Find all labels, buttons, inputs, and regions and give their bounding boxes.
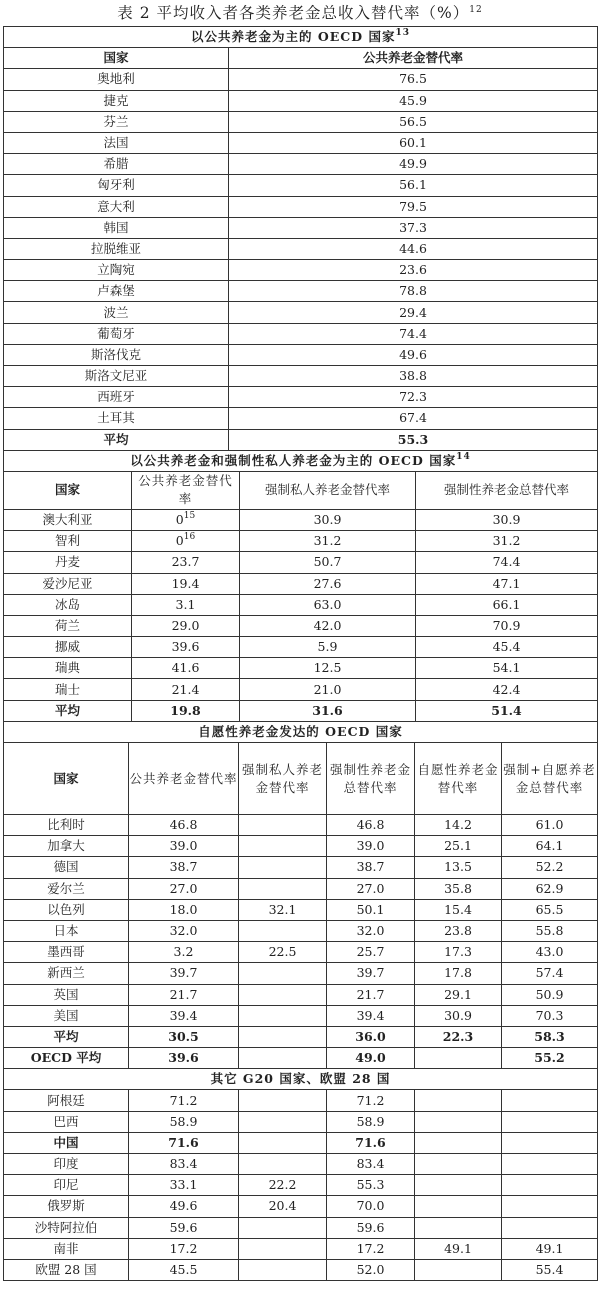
table-row	[4, 1238, 598, 1259]
value-cell	[502, 1132, 598, 1153]
table-row	[4, 344, 598, 365]
value-cell: 49.6	[129, 1196, 239, 1217]
value-cell: 22.3	[415, 1026, 502, 1047]
table-row	[4, 878, 598, 899]
table-row	[4, 217, 598, 238]
value-cell: 21.4	[132, 679, 240, 700]
country-cell: 欧盟 28 国	[4, 1259, 129, 1280]
value-cell	[502, 1154, 598, 1175]
value-cell: 71.6	[327, 1132, 415, 1153]
table-row	[4, 658, 598, 679]
column-header: 强制私人养老金替代率	[240, 471, 416, 509]
value-cell: 23.8	[415, 920, 502, 941]
value-cell: 31.2	[240, 531, 416, 552]
value-cell	[239, 857, 327, 878]
value-cell	[239, 1132, 327, 1153]
table-row	[4, 815, 598, 836]
table-row	[4, 90, 598, 111]
value-cell	[502, 1111, 598, 1132]
value-cell: 27.0	[129, 878, 239, 899]
country-cell: 加拿大	[4, 836, 129, 857]
value-cell	[415, 1048, 502, 1069]
value-cell	[239, 1005, 327, 1026]
table-row	[4, 260, 598, 281]
value-cell: 39.0	[129, 836, 239, 857]
column-header: 公共养老金替代率	[132, 471, 240, 509]
value-cell: 22.5	[239, 942, 327, 963]
section-heading: 以公共养老金和强制性私人养老金为主的 OECD 国家$^{14}$	[4, 450, 598, 471]
value-cell: $0^{15}$	[132, 509, 240, 530]
table-row	[4, 1154, 598, 1175]
section-heading: 自愿性养老金发达的 OECD 国家	[4, 721, 598, 742]
country-cell: 沙特阿拉伯	[4, 1217, 129, 1238]
value-cell: 49.1	[415, 1238, 502, 1259]
country-cell: 西班牙	[4, 387, 229, 408]
country-cell: 拉脱维亚	[4, 238, 229, 259]
column-header: 公共养老金替代率	[229, 48, 598, 69]
value-cell: 71.2	[129, 1090, 239, 1111]
value-cell: 17.2	[129, 1238, 239, 1259]
country-cell: 希腊	[4, 154, 229, 175]
table-row	[4, 366, 598, 387]
country-cell: 俄罗斯	[4, 1196, 129, 1217]
table-row	[4, 1196, 598, 1217]
average-value: 51.4	[416, 700, 598, 721]
value-cell: 23.6	[229, 260, 598, 281]
country-cell: 捷克	[4, 90, 229, 111]
table-row	[4, 302, 598, 323]
country-cell: 荷兰	[4, 615, 132, 636]
value-cell: 39.7	[129, 963, 239, 984]
country-cell: 卢森堡	[4, 281, 229, 302]
value-cell: 55.2	[502, 1048, 598, 1069]
value-cell: 36.0	[327, 1026, 415, 1047]
value-cell: 58.3	[502, 1026, 598, 1047]
value-cell: 60.1	[229, 132, 598, 153]
column-header: 国家	[4, 48, 229, 69]
value-cell: 30.9	[416, 509, 598, 530]
table-row	[4, 238, 598, 259]
value-cell: 63.0	[240, 594, 416, 615]
value-cell	[239, 1238, 327, 1259]
country-cell: 波兰	[4, 302, 229, 323]
table-row	[4, 963, 598, 984]
value-cell: 31.2	[416, 531, 598, 552]
value-cell: 39.6	[132, 637, 240, 658]
value-cell: 56.1	[229, 175, 598, 196]
country-cell: 美国	[4, 1005, 129, 1026]
country-cell: 韩国	[4, 217, 229, 238]
value-cell: 29.0	[132, 615, 240, 636]
value-cell: 83.4	[129, 1154, 239, 1175]
value-cell: 46.8	[327, 815, 415, 836]
value-cell: $0^{16}$	[132, 531, 240, 552]
value-cell: 5.9	[240, 637, 416, 658]
value-cell: 3.2	[129, 942, 239, 963]
value-cell: 45.4	[416, 637, 598, 658]
value-cell: 70.3	[502, 1005, 598, 1026]
value-cell	[415, 1111, 502, 1132]
value-cell: 46.8	[129, 815, 239, 836]
section-heading: 其它 G20 国家、欧盟 28 国	[4, 1069, 598, 1090]
value-cell	[239, 815, 327, 836]
table-row	[4, 679, 598, 700]
value-cell: 13.5	[415, 857, 502, 878]
value-cell	[415, 1090, 502, 1111]
table-row	[4, 1217, 598, 1238]
value-cell: 39.0	[327, 836, 415, 857]
country-cell: 爱尔兰	[4, 878, 129, 899]
table-row	[4, 175, 598, 196]
value-cell: 72.3	[229, 387, 598, 408]
table-row	[4, 615, 598, 636]
value-cell	[415, 1196, 502, 1217]
value-cell: 18.0	[129, 899, 239, 920]
table-row	[4, 1111, 598, 1132]
country-cell: 斯洛伐克	[4, 344, 229, 365]
value-cell: 39.4	[129, 1005, 239, 1026]
value-cell: 15.4	[415, 899, 502, 920]
table-row	[4, 836, 598, 857]
table-row	[4, 1175, 598, 1196]
value-cell: 78.8	[229, 281, 598, 302]
table-row	[4, 942, 598, 963]
table-row	[4, 594, 598, 615]
value-cell: 79.5	[229, 196, 598, 217]
value-cell: 30.9	[240, 509, 416, 530]
table-row	[4, 1090, 598, 1111]
value-cell: 49.6	[229, 344, 598, 365]
value-cell	[415, 1132, 502, 1153]
value-cell	[239, 1259, 327, 1280]
value-cell	[502, 1217, 598, 1238]
value-cell: 74.4	[229, 323, 598, 344]
country-cell: 意大利	[4, 196, 229, 217]
value-cell: 22.2	[239, 1175, 327, 1196]
value-cell: 65.5	[502, 899, 598, 920]
value-cell: 64.1	[502, 836, 598, 857]
footnote-marker: 15	[183, 511, 196, 522]
value-cell	[239, 963, 327, 984]
section-voluntary-table	[3, 721, 598, 1281]
value-cell	[239, 984, 327, 1005]
value-cell: 71.6	[129, 1132, 239, 1153]
value-cell	[502, 1090, 598, 1111]
value-cell: 42.0	[240, 615, 416, 636]
value-cell: 67.4	[229, 408, 598, 429]
value-cell	[239, 920, 327, 941]
table-row	[4, 387, 598, 408]
table-row	[4, 69, 598, 90]
value-cell: 38.8	[229, 366, 598, 387]
value-cell: 38.7	[129, 857, 239, 878]
value-cell: 45.9	[229, 90, 598, 111]
value-cell: 59.6	[129, 1217, 239, 1238]
value-cell: 49.0	[327, 1048, 415, 1069]
country-cell: 丹麦	[4, 552, 132, 573]
column-header: 国家	[4, 743, 129, 815]
value-cell	[415, 1259, 502, 1280]
value-cell: 70.9	[416, 615, 598, 636]
country-cell: 日本	[4, 920, 129, 941]
country-cell: 瑞典	[4, 658, 132, 679]
table-row	[4, 920, 598, 941]
value-cell	[239, 1111, 327, 1132]
value-cell: 17.2	[327, 1238, 415, 1259]
country-cell: 印度	[4, 1154, 129, 1175]
value-cell: 55.3	[327, 1175, 415, 1196]
value-cell: 57.4	[502, 963, 598, 984]
country-cell: 瑞士	[4, 679, 132, 700]
value-cell: 66.1	[416, 594, 598, 615]
value-cell: 25.1	[415, 836, 502, 857]
country-cell: 挪威	[4, 637, 132, 658]
value-cell: 37.3	[229, 217, 598, 238]
country-cell: 匈牙利	[4, 175, 229, 196]
average-value: 19.8	[132, 700, 240, 721]
country-cell: 德国	[4, 857, 129, 878]
country-cell: 芬兰	[4, 111, 229, 132]
country-cell: 印尼	[4, 1175, 129, 1196]
value-cell	[239, 1026, 327, 1047]
value-cell: 76.5	[229, 69, 598, 90]
country-cell: 比利时	[4, 815, 129, 836]
value-cell	[239, 1090, 327, 1111]
country-cell: 土耳其	[4, 408, 229, 429]
value-cell: 14.2	[415, 815, 502, 836]
table-row	[4, 1132, 598, 1153]
country-cell: 爱沙尼亚	[4, 573, 132, 594]
value-cell: 21.0	[240, 679, 416, 700]
country-cell: 澳大利亚	[4, 509, 132, 530]
table-row	[4, 408, 598, 429]
value-cell: 74.4	[416, 552, 598, 573]
value-cell: 39.4	[327, 1005, 415, 1026]
country-cell: 法国	[4, 132, 229, 153]
value-cell	[502, 1196, 598, 1217]
country-cell: 以色列	[4, 899, 129, 920]
value-cell: 39.6	[129, 1048, 239, 1069]
value-cell: 49.1	[502, 1238, 598, 1259]
table-row	[4, 1259, 598, 1280]
country-cell: 平均	[4, 1026, 129, 1047]
value-cell: 3.1	[132, 594, 240, 615]
value-cell	[239, 1217, 327, 1238]
country-cell: OECD 平均	[4, 1048, 129, 1069]
average-value: 31.6	[240, 700, 416, 721]
value-cell: 71.2	[327, 1090, 415, 1111]
value-cell	[415, 1154, 502, 1175]
value-cell: 25.7	[327, 942, 415, 963]
section-public-pension-table	[3, 26, 598, 451]
table-row	[4, 531, 598, 552]
value-cell: 32.1	[239, 899, 327, 920]
value-cell: 43.0	[502, 942, 598, 963]
value-cell: 33.1	[129, 1175, 239, 1196]
value-cell: 70.0	[327, 1196, 415, 1217]
value-cell: 50.7	[240, 552, 416, 573]
value-cell: 83.4	[327, 1154, 415, 1175]
column-header: 强制私人养老金替代率	[239, 743, 327, 815]
column-header: 强制+自愿养老金总替代率	[502, 743, 598, 815]
value-cell: 59.6	[327, 1217, 415, 1238]
value-cell: 29.1	[415, 984, 502, 1005]
table-row	[4, 984, 598, 1005]
country-cell: 英国	[4, 984, 129, 1005]
table-row	[4, 552, 598, 573]
value-cell: 23.7	[132, 552, 240, 573]
value-cell: 44.6	[229, 238, 598, 259]
value-cell: 54.1	[416, 658, 598, 679]
value-cell: 41.6	[132, 658, 240, 679]
value-cell: 50.1	[327, 899, 415, 920]
value-cell: 62.9	[502, 878, 598, 899]
value-cell: 21.7	[327, 984, 415, 1005]
average-row	[4, 1026, 598, 1047]
value-cell: 12.5	[240, 658, 416, 679]
value-cell	[415, 1175, 502, 1196]
average-value: 55.3	[229, 429, 598, 450]
value-cell: 17.8	[415, 963, 502, 984]
country-cell: 奥地利	[4, 69, 229, 90]
value-cell: 38.7	[327, 857, 415, 878]
value-cell	[239, 878, 327, 899]
column-header: 强制性养老金总替代率	[416, 471, 598, 509]
section-public-mandatory-private-table	[3, 450, 598, 722]
country-cell: 墨西哥	[4, 942, 129, 963]
table-row	[4, 637, 598, 658]
column-header: 自愿性养老金替代率	[415, 743, 502, 815]
value-cell: 17.3	[415, 942, 502, 963]
value-cell: 56.5	[229, 111, 598, 132]
value-cell: 21.7	[129, 984, 239, 1005]
table-row	[4, 281, 598, 302]
value-cell: 30.5	[129, 1026, 239, 1047]
table-title: 表 2 平均收入者各类养老金总收入替代率（%）$^{12}$	[117, 4, 483, 22]
value-cell: 52.2	[502, 857, 598, 878]
value-cell: 55.8	[502, 920, 598, 941]
table-row	[4, 323, 598, 344]
country-cell: 立陶宛	[4, 260, 229, 281]
column-header: 强制性养老金总替代率	[327, 743, 415, 815]
value-cell: 47.1	[416, 573, 598, 594]
value-cell	[239, 836, 327, 857]
value-cell: 61.0	[502, 815, 598, 836]
column-header: 公共养老金替代率	[129, 743, 239, 815]
value-cell: 50.9	[502, 984, 598, 1005]
value-cell	[502, 1175, 598, 1196]
table-row	[4, 857, 598, 878]
value-cell: 19.4	[132, 573, 240, 594]
table-row	[4, 1005, 598, 1026]
country-cell: 阿根廷	[4, 1090, 129, 1111]
country-cell: 中国	[4, 1132, 129, 1153]
country-cell: 新西兰	[4, 963, 129, 984]
country-cell: 南非	[4, 1238, 129, 1259]
value-cell: 58.9	[327, 1111, 415, 1132]
value-cell	[239, 1154, 327, 1175]
table-row	[4, 196, 598, 217]
value-cell: 55.4	[502, 1259, 598, 1280]
value-cell: 52.0	[327, 1259, 415, 1280]
table-row	[4, 509, 598, 530]
table-row	[4, 111, 598, 132]
section-heading: 以公共养老金为主的 OECD 国家$^{13}$	[4, 27, 598, 48]
value-cell: 29.4	[229, 302, 598, 323]
table-row	[4, 154, 598, 175]
value-cell: 42.4	[416, 679, 598, 700]
value-cell: 49.9	[229, 154, 598, 175]
footnote-marker: 16	[183, 532, 196, 543]
country-cell: 智利	[4, 531, 132, 552]
value-cell	[415, 1217, 502, 1238]
value-cell: 20.4	[239, 1196, 327, 1217]
table-row	[4, 132, 598, 153]
average-label: 平均	[4, 429, 229, 450]
value-cell: 27.0	[327, 878, 415, 899]
value-cell: 45.5	[129, 1259, 239, 1280]
average-label: 平均	[4, 700, 132, 721]
value-cell: 30.9	[415, 1005, 502, 1026]
country-cell: 巴西	[4, 1111, 129, 1132]
value-cell: 32.0	[129, 920, 239, 941]
value-cell: 32.0	[327, 920, 415, 941]
table-row	[4, 899, 598, 920]
column-header: 国家	[4, 471, 132, 509]
value-cell: 27.6	[240, 573, 416, 594]
value-cell	[239, 1048, 327, 1069]
country-cell: 葡萄牙	[4, 323, 229, 344]
country-cell: 斯洛文尼亚	[4, 366, 229, 387]
value-cell: 35.8	[415, 878, 502, 899]
value-cell: 58.9	[129, 1111, 239, 1132]
table-row	[4, 573, 598, 594]
oecd-average-row	[4, 1048, 598, 1069]
value-cell: 39.7	[327, 963, 415, 984]
country-cell: 冰岛	[4, 594, 132, 615]
